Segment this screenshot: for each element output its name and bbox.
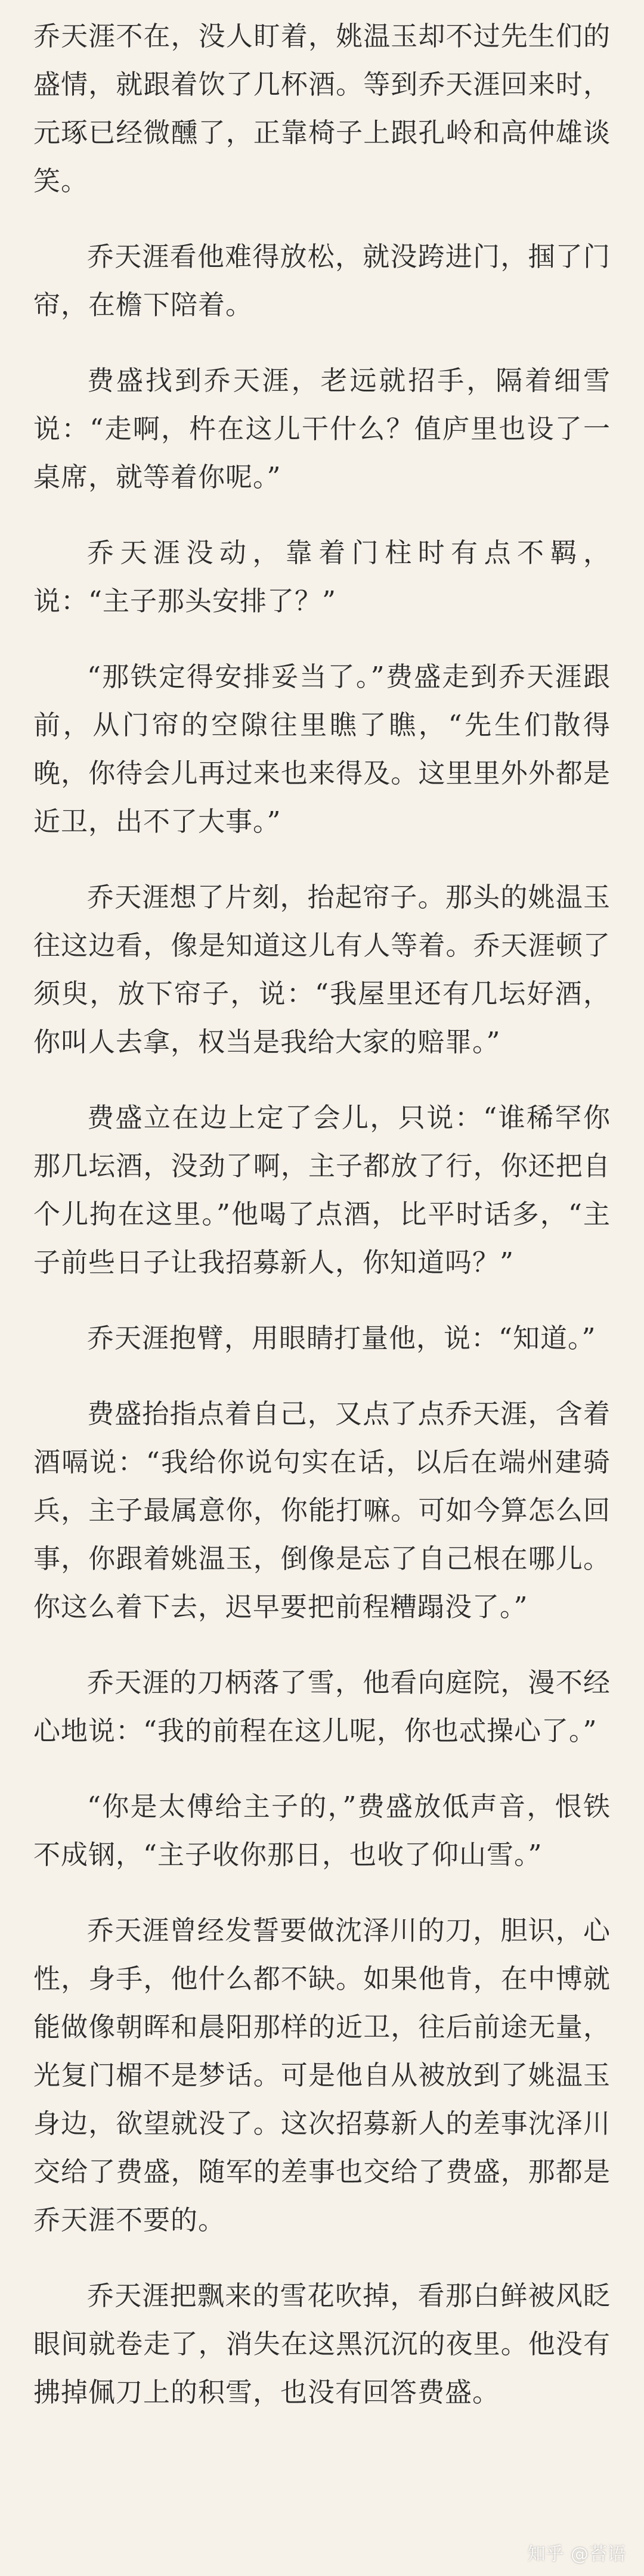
paragraph-2: 乔天涯看他难得放松，就没跨进门，掴了门帘，在檐下陪着。	[33, 241, 611, 321]
paragraph-12: 乔天涯曾经发誓要做沈泽川的刀，胆识，心性，身手，他什么都不缺。如果他肯，在中博就能做像朝晖和晨阳那样的近卫，往后前途无量，光复门楣不是梦话。可是他自从被放到了姚温玉身边，欲望就没了。这次招募新人的差事沈泽川交给了费盛，随军的差事也交给了费盛，那都是乔天涯不要的。	[33, 1915, 611, 2236]
paragraph-5: “那铁定得安排妥当了。”费盛走到乔天涯跟前，从门帘的空隙往里瞧了瞧，“先生们散得晚，你待会儿再过来也来得及。这里里外外都是近卫，出不了大事。”	[33, 661, 611, 837]
article-body	[33, 12, 611, 2416]
paragraph-4: 乔天涯没动，靠着门柱时有点不羁，说：“主子那头安排了？”	[33, 537, 611, 617]
paragraph-11: “你是太傅给主子的，”费盛放低声音，恨铁不成钢，“主子收你那日，也收了仰山雪。”	[33, 1791, 611, 1870]
paragraph-6: 乔天涯想了片刻，抬起帘子。那头的姚温玉往这边看，像是知道这儿有人等着。乔天涯顿了须臾，放下帘子，说：“我屋里还有几坛好酒，你叫人去拿，权当是我给大家的赔罪。”	[33, 881, 611, 1058]
paragraph-10: 乔天涯的刀柄落了雪，他看向庭院，漫不经心地说：“我的前程在这儿呢，你也忒操心了。”	[33, 1667, 611, 1747]
zhihu-watermark: 知乎 @苔语	[527, 2544, 626, 2565]
paragraph-3: 费盛找到乔天涯，老远就招手，隔着细雪说：“走啊，杵在这儿干什么？值庐里也设了一桌席，就等着你呢。”	[33, 365, 611, 493]
paragraph-13: 乔天涯把飘来的雪花吹掉，看那白鲜被风眨眼间就卷走了，消失在这黑沉沉的夜里。他没有拂掉佩刀上的积雪，也没有回答费盛。	[33, 2280, 611, 2408]
paragraph-9: 费盛抬指点着自己，又点了点乔天涯，含着酒嗝说：“我给你说句实在话，以后在端州建骑兵，主子最属意你，你能打嘛。可如今算怎么回事，你跟着姚温玉，倒像是忘了自己根在哪儿。你这么着下去，迟早要把前程糟蹋没了。”	[33, 1398, 611, 1623]
paragraph-7: 费盛立在边上定了会儿，只说：“谁稀罕你那几坛酒，没劲了啊，主子都放了行，你还把自个儿拘在这里。”他喝了点酒，比平时话多，“主子前些日子让我招募新人，你知道吗？”	[33, 1102, 611, 1278]
paragraph-8: 乔天涯抱臂，用眼睛打量他，说：“知道。”	[87, 1322, 596, 1354]
paragraph-1: 乔天涯不在，没人盯着，姚温玉却不过先生们的盛情，就跟着饮了几杯酒。等到乔天涯回来时，元琢已经微醺了，正靠椅子上跟孔岭和高仲雄谈笑。	[33, 20, 611, 197]
